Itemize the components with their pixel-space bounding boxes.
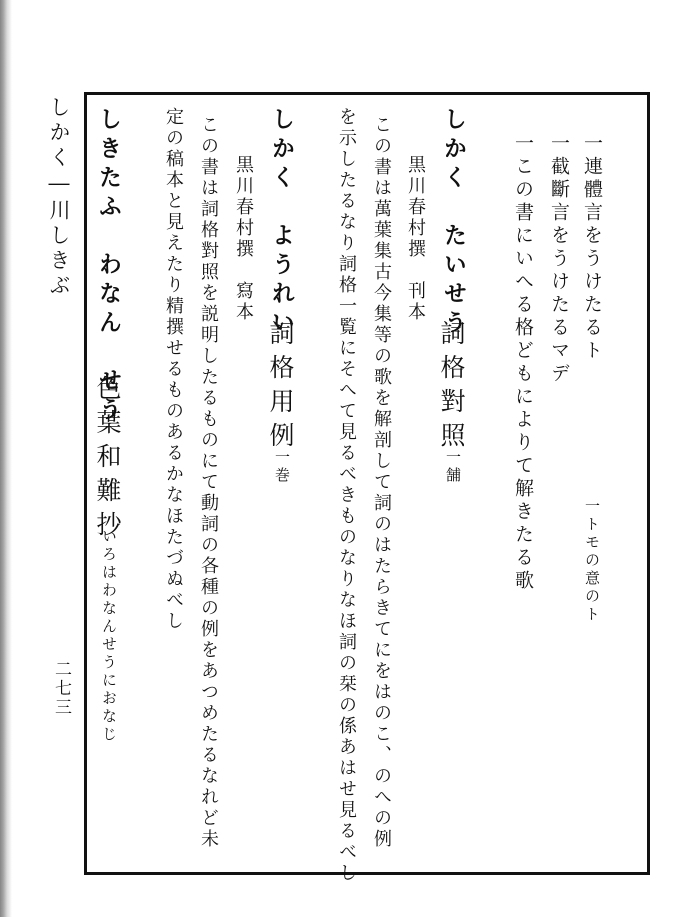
- entry2-author: 黒川春村撰 寫本: [233, 155, 254, 323]
- entry2-title: 詞格用例: [266, 320, 295, 456]
- entry2-desc-2: 定の稿本と見えたり精撰せるものあるかなほたづぬべし: [163, 107, 184, 632]
- line-setsudan-made: 一截斷言をうけたるマデ: [548, 133, 570, 386]
- entry1-reading: しかく たいせう: [440, 107, 467, 339]
- text-frame: [84, 92, 650, 884]
- running-head: しかく―川しきぶ: [47, 96, 71, 299]
- entry1-author: 黒川春村撰 刊本: [405, 155, 426, 323]
- entry2-volumes: 一巻: [273, 449, 291, 485]
- page-number: 二七三: [51, 660, 71, 717]
- entry1-desc-1: この書は萬葉集古今集等の歌を解剖して詞のはたらきてにをはのこ、のへの例: [371, 115, 392, 850]
- entry3-reading: しきたふ わなん せう: [95, 107, 122, 426]
- entry1-title: 詞格對照: [437, 320, 466, 456]
- entry2-desc-1: この書は詞格對照を説明したるものにて動詞の各種の例をあつめたるなれど未: [198, 115, 219, 850]
- scan-edge: [0, 0, 12, 917]
- entry3-note: いろはわなんせうにおなじ: [100, 528, 118, 744]
- entry2-reading: しかく ようれい: [268, 107, 295, 339]
- entry1-volumes: 一舗: [444, 449, 462, 485]
- line-kaku-uta: 一この書にいへる格どもによりて解きたる歌: [512, 133, 534, 593]
- line-rentai-to: 一連體言をうけたるト: [581, 133, 603, 363]
- entry1-desc-2: を示したるなり詞格一覧にそへて見るべきものなりなほ詞の栞の係あはせ見るべし: [336, 107, 357, 884]
- line-tomo-note: 一トモの意のト: [583, 498, 601, 624]
- entry3-title: 色葉和難抄: [93, 375, 122, 545]
